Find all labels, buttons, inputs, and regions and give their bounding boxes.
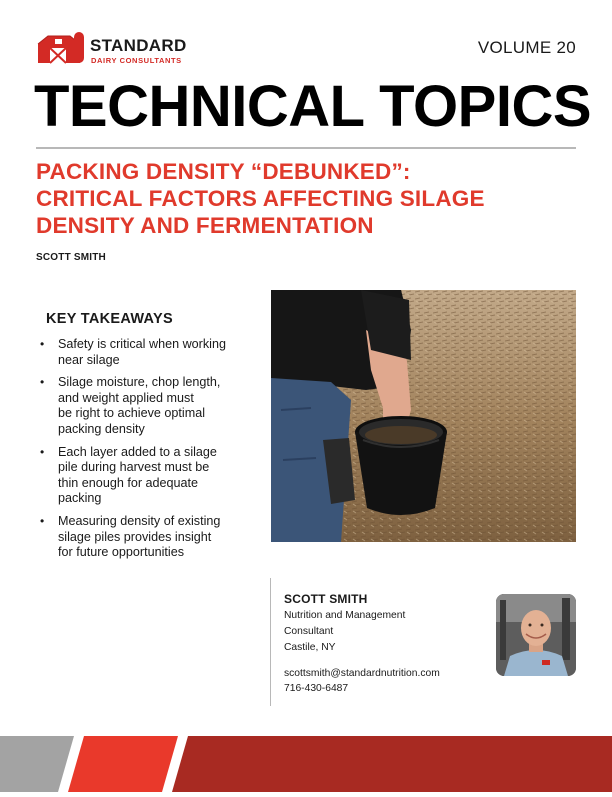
author-card-phone: 716-430-6487 [284,683,349,694]
brand-logo [36,30,196,70]
title-divider [36,147,576,149]
headline-line: PACKING DENSITY “DEBUNKED”: [36,159,411,184]
headline-line: DENSITY AND FERMENTATION [36,213,374,238]
volume-label: VOLUME 20 [477,38,576,57]
avatar [496,594,576,676]
takeaway-item: • Silage moisture, chop length, and weight applied must be right to achieve optimal packing density [36,375,256,437]
author-card-email[interactable]: scottsmith@standardnutrition.com [284,668,440,679]
takeaway-item: • Each layer added to a silage pile during harvest must be thin enough for adequate packing [36,445,256,507]
author-byline: SCOTT SMITH [36,252,106,263]
author-card-location: Castile, NY [284,642,336,653]
takeaway-item: • Measuring density of existing silage piles provides insight for future opportunities [36,514,256,561]
article-headline [36,158,581,239]
brand-name: STANDARD [90,36,187,55]
author-card-divider [270,578,271,706]
author-card-role: Consultant [284,626,334,637]
author-card-name: SCOTT SMITH [284,592,368,606]
footer-stripes [0,736,612,792]
main-title: TECHNICAL TOPICS [34,74,592,139]
barn-icon [36,30,88,64]
key-takeaways-title: KEY TAKEAWAYS [46,311,173,327]
author-card-role: Nutrition and Management [284,610,406,621]
silage-photo [271,290,576,542]
key-takeaways-list [36,337,256,568]
takeaway-item: • Safety is critical when working near silage [36,337,256,368]
brand-subtitle: DAIRY CONSULTANTS [91,56,182,65]
headline-line: CRITICAL FACTORS AFFECTING SILAGE [36,186,485,211]
